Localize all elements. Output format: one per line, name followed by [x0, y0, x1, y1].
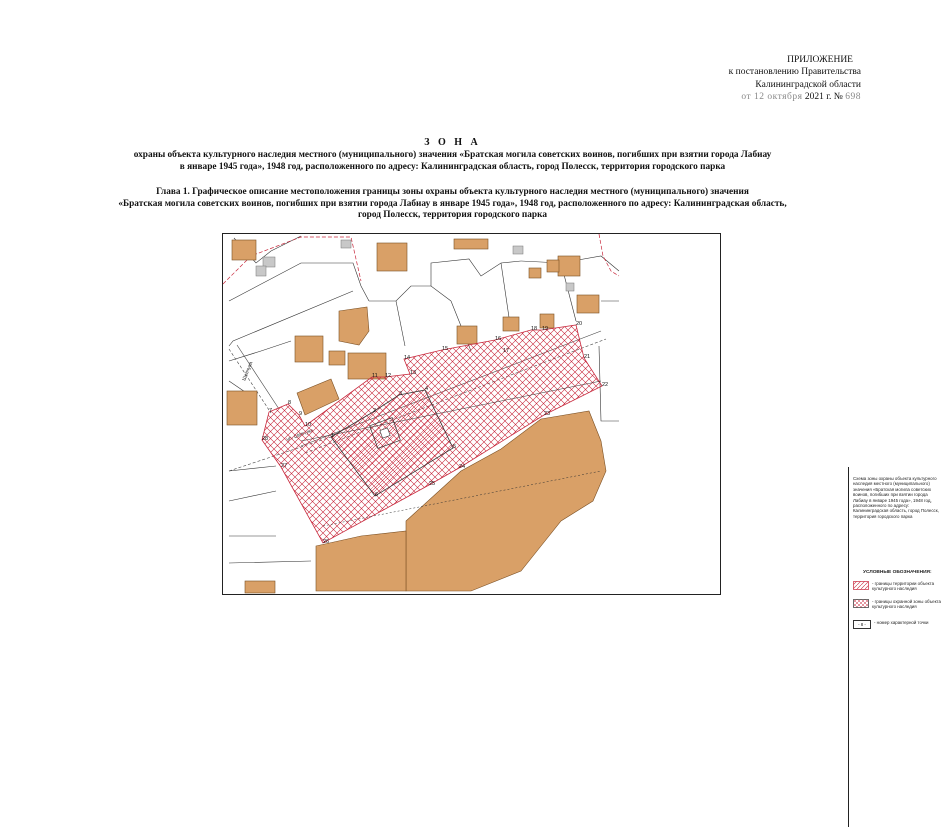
point-label-18: 18	[531, 326, 538, 332]
legend-item-point	[853, 620, 941, 629]
point-label-1: 1	[331, 433, 335, 439]
point-label-4: 4	[425, 386, 429, 392]
point-label-12: 12	[385, 373, 392, 379]
chapter-line1: Глава 1. Графическое описание местоположения границы зоны охраны объекта культурного наследия местного (муниципального) значения	[156, 187, 749, 197]
doc-number: 698	[845, 92, 861, 103]
point-label-27: 27	[281, 463, 288, 469]
building	[339, 307, 369, 345]
site-plan-map	[223, 234, 720, 594]
zone-subtitle-line1: охраны объекта культурного наследия местного (муниципального) значения «Братская могила советских воинов, погибших при взятии города Лабиау	[133, 150, 772, 160]
point-label-22: 22	[602, 382, 609, 388]
building-large-2	[316, 531, 406, 591]
legend-item-territory-text: - границы территории объекта культурного наследия	[872, 581, 935, 592]
zone-heading: З О Н А	[424, 137, 481, 148]
legend-item-zone-text: - границы охранной зоны объекта культурного наследия	[872, 599, 941, 610]
point-label-9: 9	[299, 411, 303, 417]
point-label-13: 13	[410, 370, 417, 376]
gray-building	[566, 283, 574, 291]
zone-subtitle-line2: в январе 1945 года», 1948 год, расположенного по адресу: Калининградская область, город Полесск, территория городского парка	[179, 161, 726, 172]
building	[529, 268, 541, 278]
gray-building	[513, 246, 523, 254]
appendix-line3: Калининградской области	[755, 79, 861, 90]
point-label-23: 23	[544, 411, 551, 417]
building	[232, 240, 256, 260]
building	[454, 239, 488, 249]
red-dashed-boundary-right	[599, 234, 619, 276]
appendix-line2: к постановлению Правительства	[728, 67, 861, 78]
point-label-5: 5	[453, 444, 457, 450]
point-label-19: 19	[542, 326, 549, 332]
point-label-16: 16	[495, 336, 502, 342]
appendix-block	[661, 54, 861, 104]
point-label-25: 25	[429, 481, 436, 487]
building	[245, 581, 275, 593]
legend-item-point-text: - номер характерной точки	[874, 620, 929, 625]
gray-buildings	[256, 240, 574, 291]
point-label-10: 10	[305, 422, 312, 428]
point-label-7: 7	[269, 408, 273, 414]
point-label-11: 11	[372, 373, 378, 379]
point-label-28: 28	[262, 436, 269, 442]
date-stamp: от 12 октября	[741, 92, 803, 103]
chapter-line2: «Братская могила советских воинов, погибших при взятии города Лабиау в январе 1945 года», 1948 год, расположенного по адресу: Калининградская область,	[118, 198, 787, 209]
date-year: 2021 г. №	[804, 92, 843, 103]
chapter-line3: город Полесск, территория городского парка	[358, 210, 547, 221]
point-label-26: 26	[323, 539, 330, 545]
building	[457, 326, 477, 344]
point-label-17: 17	[503, 348, 510, 354]
point-symbol: - 8 -	[853, 620, 871, 629]
gray-building	[341, 240, 351, 248]
building	[503, 317, 519, 331]
gray-building	[263, 257, 275, 267]
point-label-21: 21	[584, 354, 591, 360]
building	[348, 353, 386, 379]
building	[558, 256, 580, 276]
map-frame	[222, 233, 941, 627]
legend-item-territory	[853, 581, 941, 592]
appendix-date	[661, 91, 861, 103]
building	[547, 260, 559, 272]
legend-heading: УСЛОВНЫЕ ОБОЗНАЧЕНИЯ:	[863, 570, 932, 575]
legend-description: Схема зоны охраны объекта культурного наследия местного (муниципального) значения «Братская могила советских воинов, погибших при взятии города Лабиау в январе 1945 года», 1948 год, расположенного по адресу: Калининградская область, город Полесск, территория городского парка	[853, 476, 939, 519]
point-label-2: 2	[373, 408, 377, 414]
zone-subtitle	[40, 150, 865, 173]
point-label-3: 3	[399, 391, 403, 397]
building	[227, 391, 257, 425]
zone-swatch-icon	[853, 599, 869, 608]
appendix-title: ПРИЛОЖЕНИЕ	[787, 55, 853, 65]
building	[329, 351, 345, 365]
point-label-8: 8	[288, 400, 292, 406]
street-label: Шевчука	[241, 360, 255, 382]
building	[577, 295, 599, 313]
point-label-14: 14	[404, 355, 411, 361]
chapter-heading	[40, 187, 865, 222]
building	[377, 243, 407, 271]
legend-item-zone	[853, 599, 941, 610]
territory-swatch-icon	[853, 581, 869, 590]
point-label-6: 6	[375, 492, 379, 498]
legend-panel	[848, 467, 943, 827]
building	[295, 336, 323, 362]
point-label-24: 24	[459, 464, 466, 470]
point-label-15: 15	[442, 346, 449, 352]
gray-building	[256, 266, 266, 276]
point-label-20: 20	[576, 321, 583, 327]
